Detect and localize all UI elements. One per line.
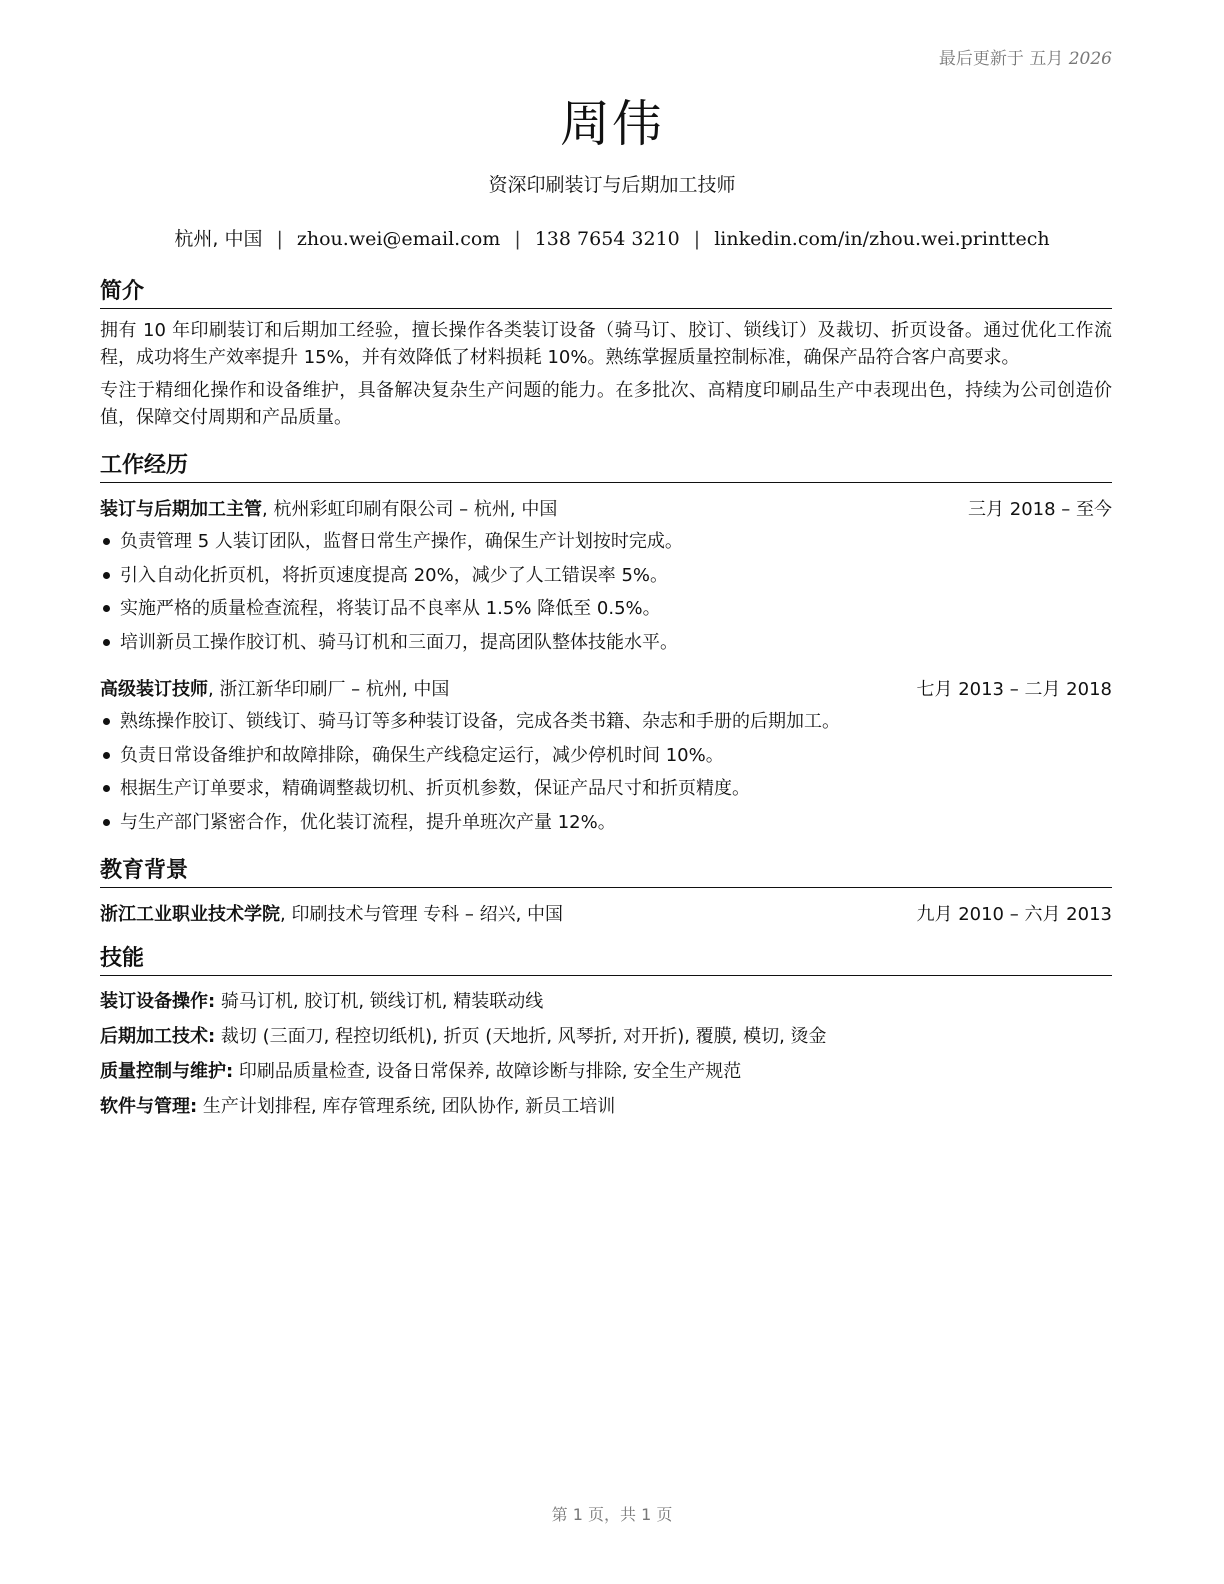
job-role: 高级装订技师: [100, 679, 208, 700]
summary-section: [100, 278, 1112, 431]
list-item: 实施严格的质量检查流程，将装订品不良率从 1.5% 降低至 0.5%。: [100, 592, 1112, 626]
skills-section: [100, 945, 1112, 1124]
list-item: 熟练操作胶订、锁线订、骑马订等多种装订设备，完成各类书籍、杂志和手册的后期加工。: [100, 705, 1112, 739]
last-updated: [939, 44, 1112, 69]
skill-value: 裁切 (三面刀, 程控切纸机), 折页 (天地折, 风琴折, 对开折), 覆膜, 模切, 烫金: [215, 1026, 827, 1047]
education-line: [100, 902, 563, 928]
experience-heading: 工作经历: [100, 452, 1112, 483]
list-item: 负责管理 5 人装订团队，监督日常生产操作，确保生产计划按时完成。: [100, 525, 1112, 559]
contact-separator: |: [276, 228, 283, 250]
education-dates: 九月 2010 – 六月 2013: [916, 904, 1112, 925]
skill-row: [100, 984, 1112, 1019]
skill-label: 装订设备操作:: [100, 991, 216, 1012]
skill-value: 生产计划排程, 库存管理系统, 团队协作, 新员工培训: [197, 1096, 616, 1117]
list-item: 与生产部门紧密合作，优化装订流程，提升单班次产量 12%。: [100, 806, 1112, 840]
contact-separator: |: [693, 228, 701, 250]
skill-row: [100, 1019, 1112, 1054]
contact-line: [0, 224, 1224, 251]
skill-label: 后期加工技术:: [100, 1026, 216, 1047]
education-heading: 教育背景: [100, 857, 1112, 888]
job-dates: 三月 2018 – 至今: [968, 499, 1112, 520]
contact-phone: 138 7654 3210: [534, 228, 680, 250]
skill-label: 软件与管理:: [100, 1096, 198, 1117]
education-school: 浙江工业职业技术学院: [100, 904, 280, 925]
experience-section: [100, 452, 1112, 839]
page-indicator: 第 1 页，共 1 页: [551, 1505, 673, 1524]
last-updated-year: 2026: [1068, 49, 1112, 69]
skill-value: 印刷品质量检查, 设备日常保养, 故障诊断与排除, 安全生产规范: [233, 1061, 742, 1082]
job-dates: 七月 2013 – 二月 2018: [916, 679, 1112, 700]
job-role-line: [100, 497, 557, 523]
contact-location: 杭州, 中国: [174, 228, 263, 250]
summary-paragraph: 拥有 10 年印刷装订和后期加工经验，擅长操作各类装订设备（骑马订、胶订、锁线订）及裁切、折页设备。通过优化工作流程，成功将生产效率提升 15%，并有效降低了材料损耗 10%。熟练掌握质量控制标准，确保产品符合客户高要求。: [100, 320, 1112, 368]
job-bullets: [100, 525, 1112, 659]
job-org: , 浙江新华印刷厂 – 杭州, 中国: [208, 679, 450, 700]
list-item: 引入自动化折页机，将折页速度提高 20%，减少了人工错误率 5%。: [100, 559, 1112, 593]
last-updated-label: 最后更新于 五月: [938, 49, 1064, 69]
skill-label: 质量控制与维护:: [100, 1061, 234, 1082]
education-entry: [100, 902, 1112, 928]
skill-row: [100, 1089, 1112, 1124]
contact-separator: |: [514, 228, 521, 250]
summary-heading: 简介: [100, 278, 1112, 309]
summary-paragraph: 专注于精细化操作和设备维护，具备解决复杂生产问题的能力。在多批次、高精度印刷品生产中表现出色，持续为公司创造价值，保障交付周期和产品质量。: [100, 380, 1112, 428]
education-section: [100, 857, 1112, 928]
job-role: 装订与后期加工主管: [100, 499, 262, 520]
list-item: 负责日常设备维护和故障排除，确保生产线稳定运行，减少停机时间 10%。: [100, 739, 1112, 773]
candidate-title: 资深印刷装订与后期加工技师: [488, 174, 736, 196]
contact-linkedin[interactable]: linkedin.com/in/zhou.wei.printtech: [714, 228, 1050, 250]
candidate-name: 周伟: [560, 95, 664, 153]
job-bullets: [100, 705, 1112, 839]
list-item: 根据生产订单要求，精确调整裁切机、折页机参数，保证产品尺寸和折页精度。: [100, 772, 1112, 806]
skill-row: [100, 1054, 1112, 1089]
job-header: [100, 497, 1112, 523]
job-header: [100, 677, 1112, 703]
job-role-line: [100, 677, 449, 703]
list-item: 培训新员工操作胶订机、骑马订机和三面刀，提高团队整体技能水平。: [100, 626, 1112, 660]
job-org: , 杭州彩虹印刷有限公司 – 杭州, 中国: [262, 499, 558, 520]
skills-heading: 技能: [100, 945, 1112, 976]
contact-email[interactable]: zhou.wei@email.com: [296, 228, 501, 250]
education-detail: , 印刷技术与管理 专科 – 绍兴, 中国: [280, 904, 564, 925]
skill-value: 骑马订机, 胶订机, 锁线订机, 精装联动线: [215, 991, 544, 1012]
skills-list: [100, 984, 1112, 1124]
